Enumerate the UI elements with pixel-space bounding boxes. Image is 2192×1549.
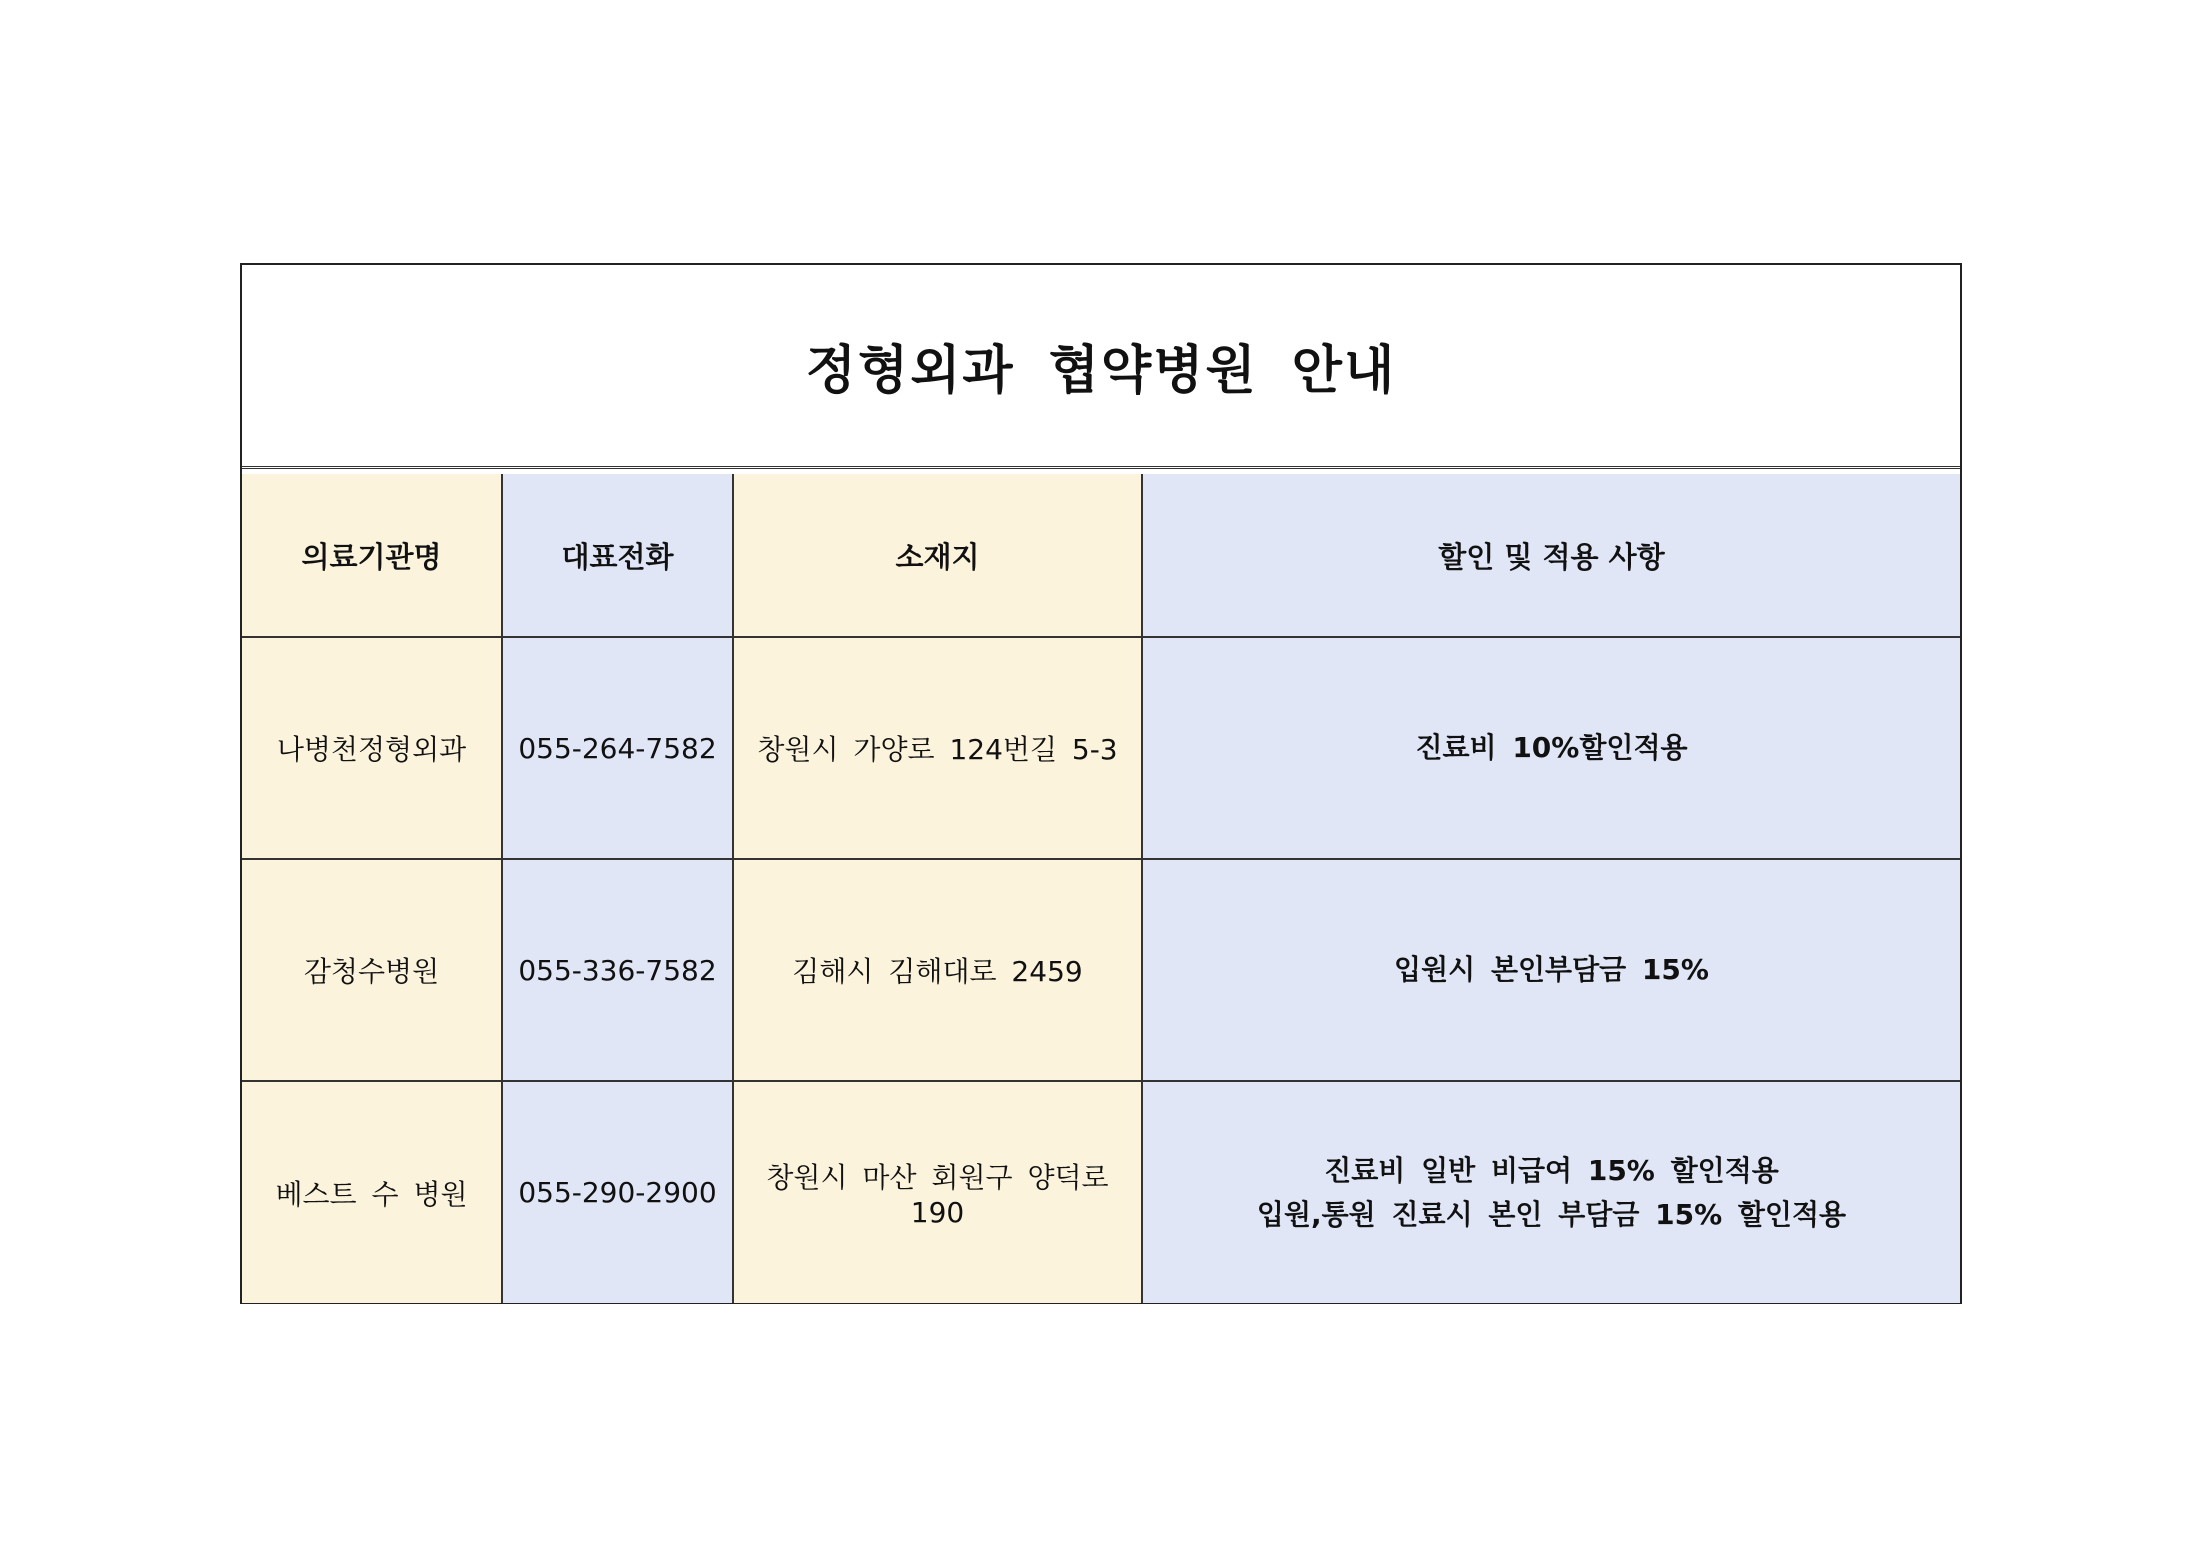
hospital-table xyxy=(242,474,1960,1303)
cell-institution-name: 감청수병원 xyxy=(242,859,502,1081)
benefit-line: 입원,통원 진료시 본인 부담금 15% 할인적용 xyxy=(1256,1197,1847,1231)
cell-phone: 055-336-7582 xyxy=(502,859,733,1081)
benefit-line: 진료비 일반 비급여 15% 할인적용 xyxy=(1324,1153,1779,1187)
cell-address: 창원시 가양로 124번길 5-3 xyxy=(733,637,1142,859)
benefit-line: 입원시 본인부담금 15% xyxy=(1394,953,1709,986)
cell-institution-name: 베스트 수 병원 xyxy=(242,1081,502,1303)
table-header-row xyxy=(242,474,1960,637)
header-benefit: 할인 및 적용 사항 xyxy=(1142,474,1960,637)
cell-address: 창원시 마산 회원구 양덕로 190 xyxy=(733,1081,1142,1303)
cell-benefit xyxy=(1142,1081,1960,1303)
cell-institution-name: 나병천정형외과 xyxy=(242,637,502,859)
header-phone: 대표전화 xyxy=(502,474,733,637)
header-address: 소재지 xyxy=(733,474,1142,637)
page-title: 정형외과 협약병원 안내 xyxy=(805,341,1397,401)
title-box xyxy=(242,265,1960,469)
cell-address: 김해시 김해대로 2459 xyxy=(733,859,1142,1081)
table-row xyxy=(242,637,1960,859)
cell-phone: 055-264-7582 xyxy=(502,637,733,859)
cell-benefit xyxy=(1142,637,1960,859)
table-row xyxy=(242,1081,1960,1303)
cell-benefit xyxy=(1142,859,1960,1081)
hospital-guide-document xyxy=(240,263,1962,1304)
table-row xyxy=(242,859,1960,1081)
cell-phone: 055-290-2900 xyxy=(502,1081,733,1303)
header-institution-name: 의료기관명 xyxy=(242,474,502,637)
benefit-line: 진료비 10%할인적용 xyxy=(1415,731,1688,764)
